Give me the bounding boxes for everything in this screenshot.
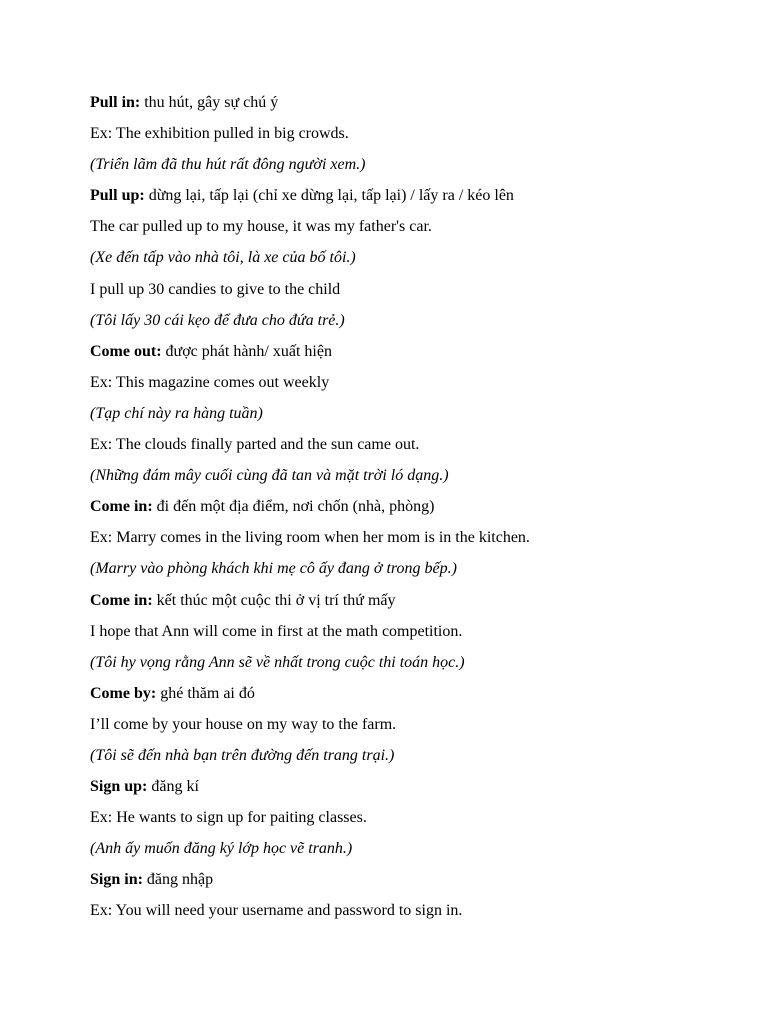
- definition-text: dừng lại, tấp lại (chỉ xe dừng lại, tấp lại) / lấy ra / kéo lên: [144, 187, 514, 205]
- phrasal-verb-term: Sign in:: [90, 871, 143, 889]
- translation-line: (Tôi lấy 30 cái kẹo để đưa cho đứa trẻ.): [90, 311, 345, 329]
- translation-line: (Những đám mây cuối cùng đã tan và mặt trời ló dạng.): [90, 467, 449, 485]
- phrasal-verb-term: Pull up:: [90, 187, 145, 205]
- example-line: Ex: Marry comes in the living room when her mom is in the kitchen.: [90, 529, 530, 547]
- example-line: I pull up 30 candies to give to the child: [90, 280, 341, 298]
- example-line: Ex: The clouds finally parted and the sun came out.: [90, 436, 420, 454]
- translation-line: (Anh ấy muốn đăng ký lớp học vẽ tranh.): [90, 840, 353, 858]
- definition-text: đăng nhập: [142, 871, 214, 889]
- document-page: [90, 92, 730, 932]
- definition-line: [90, 496, 730, 527]
- phrasal-verb-term: Pull in:: [90, 94, 141, 111]
- translation-line: (Tạp chí này ra hàng tuần): [90, 404, 263, 422]
- definition-line: [90, 92, 730, 123]
- example-line: Ex: You will need your username and password to sign in.: [90, 902, 463, 920]
- phrasal-verb-term: Come in:: [90, 591, 153, 609]
- translation-line: (Marry vào phòng khách khi mẹ cô ấy đang ở trong bếp.): [90, 560, 457, 578]
- example-line: The car pulled up to my house, it was my father's car.: [90, 218, 432, 236]
- definition-line: [90, 683, 730, 714]
- definition-line: [90, 869, 730, 900]
- definition-text: ghé thăm ai đó: [156, 684, 255, 702]
- definition-text: kết thúc một cuộc thi ở vị trí thứ mấy: [152, 591, 396, 609]
- translation-line: (Tôi sẽ đến nhà bạn trên đường đến trang trại.): [90, 746, 395, 764]
- phrasal-verb-term: Come in:: [90, 498, 153, 516]
- example-line: Ex: He wants to sign up for paiting classes.: [90, 809, 367, 827]
- definition-text: đi đến một địa điểm, nơi chốn (nhà, phòng): [152, 498, 435, 516]
- definition-text: thu hút, gây sự chú ý: [140, 94, 279, 111]
- translation-line: (Tôi hy vọng rằng Ann sẽ về nhất trong cuộc thi toán học.): [90, 653, 465, 671]
- phrasal-verb-term: Sign up:: [90, 778, 148, 796]
- definition-line: [90, 590, 730, 621]
- translation-line: (Xe đến tấp vào nhà tôi, là xe của bố tôi.): [90, 249, 356, 267]
- definition-line: [90, 776, 730, 807]
- example-line: Ex: The exhibition pulled in big crowds.: [90, 125, 349, 143]
- definition-text: đăng kí: [147, 778, 199, 796]
- example-line: I hope that Ann will come in first at the math competition.: [90, 622, 463, 640]
- definition-line: [90, 341, 730, 372]
- phrasal-verb-term: Come by:: [90, 684, 157, 702]
- definition-text: được phát hành/ xuất hiện: [161, 342, 332, 360]
- example-line: Ex: This magazine comes out weekly: [90, 373, 330, 391]
- example-line: I’ll come by your house on my way to the farm.: [90, 715, 397, 733]
- translation-line: (Triển lãm đã thu hút rất đông người xem.): [90, 156, 366, 174]
- phrasal-verb-term: Come out:: [90, 342, 162, 360]
- definition-line: [90, 185, 730, 216]
